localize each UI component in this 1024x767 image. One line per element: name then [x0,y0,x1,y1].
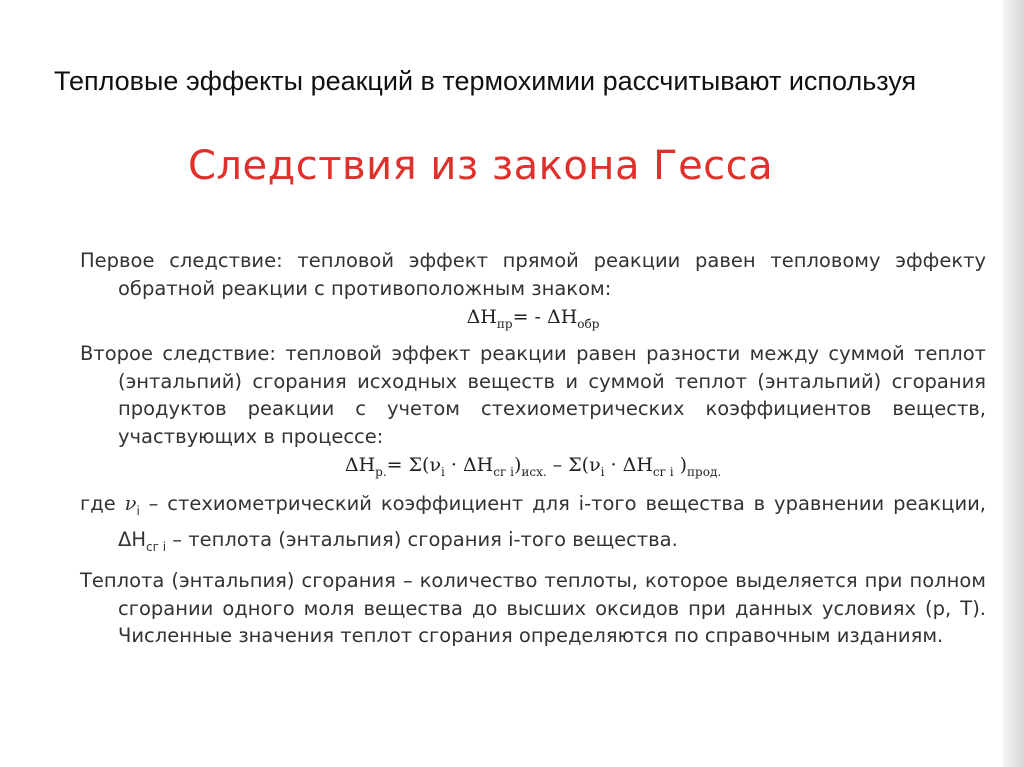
combustion-definition: Теплота (энтальпия) сгорания – количество теплоты, которое выделяется при полном сгорании одного моля вещества до высших оксидов при данных условиях (р, Т). Численные значения теплот сгорания определяются по справочным изданиям. [80,569,986,647]
first-corollary: Первое следствие: тепловой эффект прямой реакции равен тепловому эффекту обратной реакции с противоположным знаком: [80,249,986,300]
heading-text: Тепловые эффекты реакций в термохимии рассчитывают используя [54,66,917,96]
slide-edge [1003,0,1024,767]
slide-title: Следствия из закона Гесса [188,143,774,189]
second-corollary: Второе следствие: тепловой эффект реакции равен разности между суммой теплот (энтальпий) сгорания исходных веществ и суммой теплот (энтальпий) сгорания продуктов реакции с учетом стехиометрических коэффициентов веществ, участвующих в процессе: [80,342,986,448]
body-text [80,247,986,650]
formula-second-corollary: $\Delta H_{р.}= \Sigma(\nu_i \cdot \Delta H_{сг i})_{исх.} - \Sigma(\nu_i \cdot \Delta H_{сг i}$ )$_{прод.}$ [344,454,722,479]
where-definition: где $\nu_i$ – стехиометрический коэффициент для i-того вещества в уравнении реакции, $\Delta H_{сг i}$ – теплота (энтальпия) сгорания i-того вещества. [80,492,986,554]
formula-first-corollary: $\Delta H_{пр}= - \Delta H_{обр}$ [466,306,600,331]
